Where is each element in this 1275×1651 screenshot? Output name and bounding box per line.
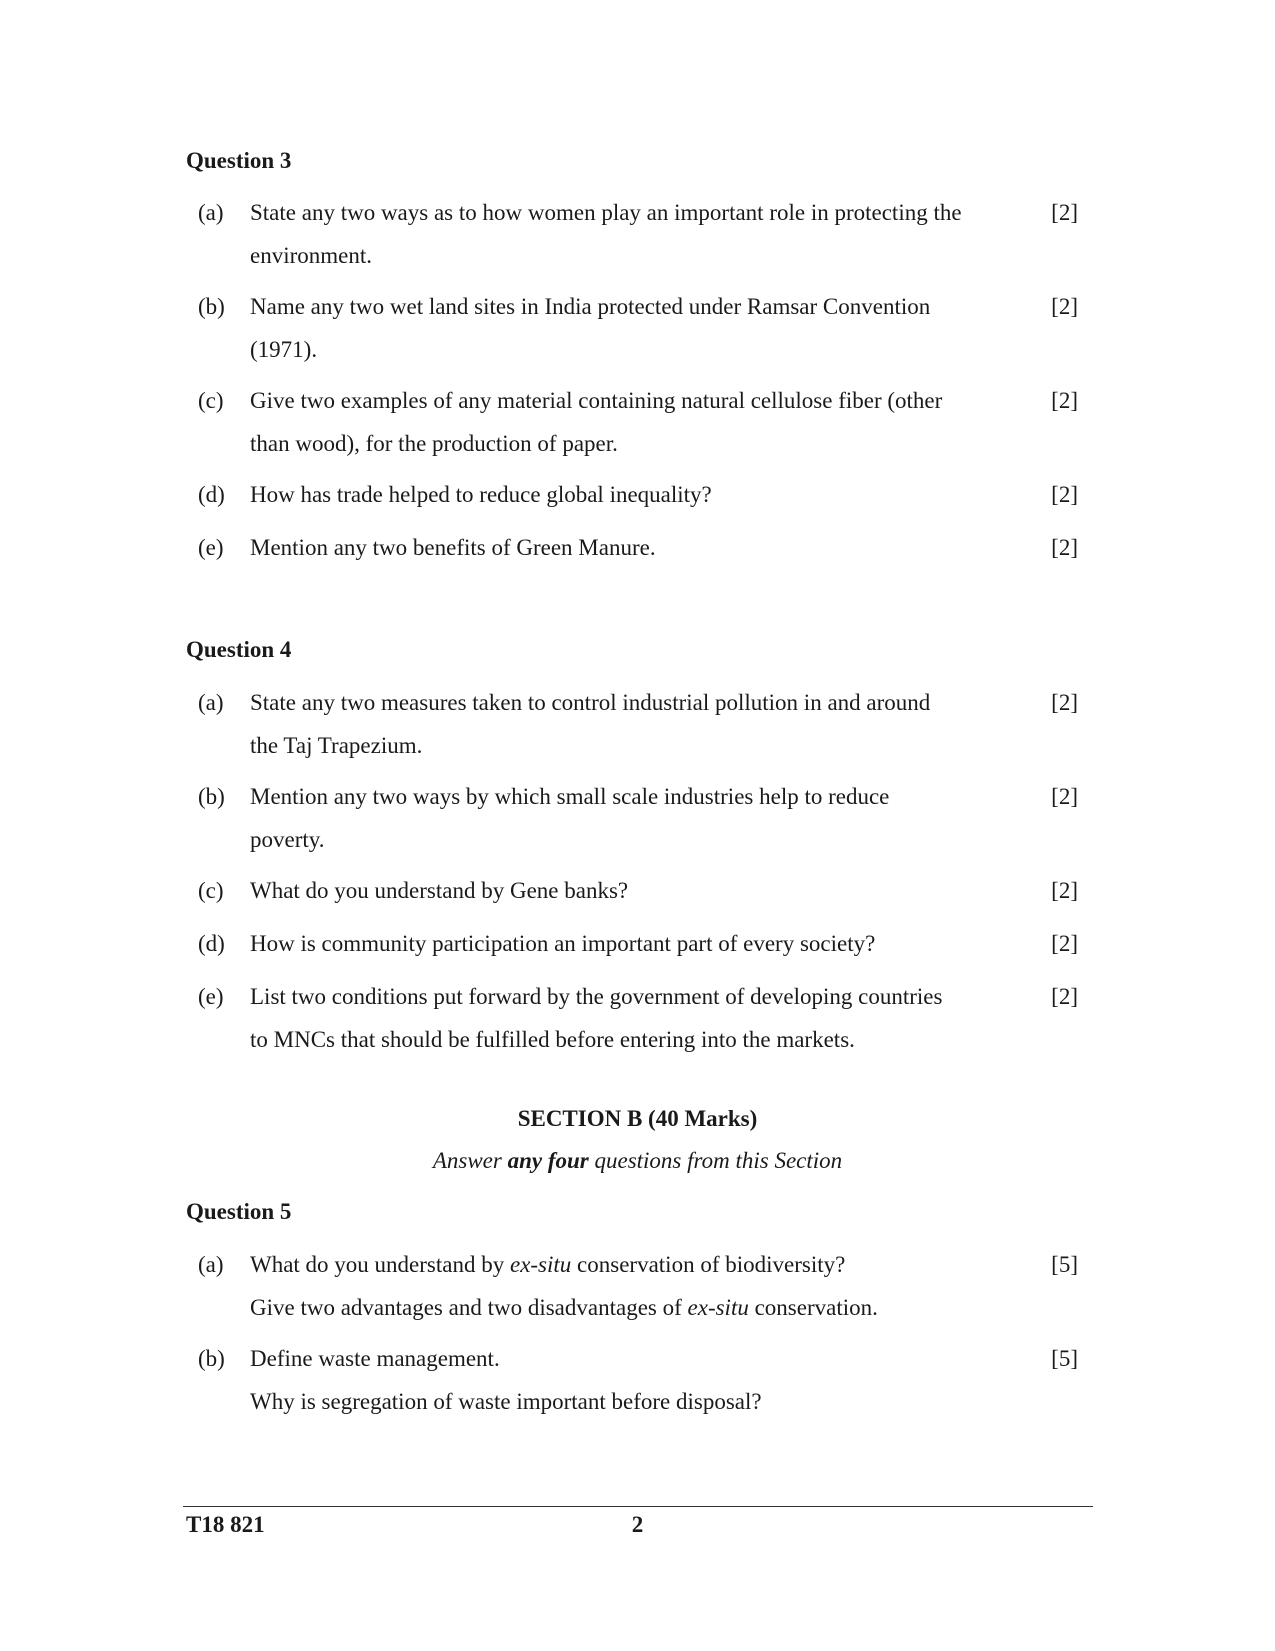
marks: [2] — [1051, 931, 1078, 956]
instruction-text: questions from this Section — [588, 1148, 843, 1173]
item-label: (b) — [198, 294, 225, 319]
text-segment: conservation. — [748, 1295, 878, 1320]
item-text — [250, 379, 1016, 465]
text-line: to MNCs that should be fulfilled before entering into the markets. — [250, 1027, 855, 1052]
text-line: poverty. — [250, 827, 325, 852]
text-line: State any two ways as to how women play an important role in protecting the — [250, 200, 962, 225]
text-line: Define waste management. — [250, 1346, 500, 1371]
marks: [2] — [1051, 294, 1078, 319]
text-line — [250, 1286, 1016, 1329]
text-line: (1971). — [250, 337, 318, 362]
item-text — [250, 681, 1016, 767]
marks: [5] — [1051, 1346, 1078, 1371]
marks: [2] — [1051, 690, 1078, 715]
marks: [2] — [1051, 388, 1078, 413]
item-label: (b) — [198, 1346, 225, 1371]
text-line: Mention any two benefits of Green Manure. — [250, 535, 656, 560]
instruction-text: Answer — [432, 1148, 508, 1173]
item-text — [250, 869, 1016, 912]
text-line: How is community participation an important part of every society? — [250, 931, 876, 956]
text-segment: Give two advantages and two disadvantages of — [250, 1295, 688, 1320]
item-text — [250, 526, 1016, 569]
item-text — [250, 775, 1016, 861]
item-text — [250, 922, 1016, 965]
text-segment: What do you understand by — [250, 1252, 510, 1277]
marks: [5] — [1051, 1252, 1078, 1277]
question-5-heading: Question 5 — [186, 1199, 292, 1224]
item-label: (a) — [198, 690, 224, 715]
item-label: (d) — [198, 931, 225, 956]
text-line: than wood), for the production of paper. — [250, 431, 618, 456]
question-4-heading: Question 4 — [186, 637, 292, 662]
item-label: (b) — [198, 784, 225, 809]
item-label: (d) — [198, 482, 225, 507]
text-line: Mention any two ways by which small scale industries help to reduce — [250, 784, 890, 809]
item-label: (a) — [198, 200, 224, 225]
instruction-emphasis: any four — [507, 1148, 589, 1173]
text-line: What do you understand by Gene banks? — [250, 878, 629, 903]
text-line: Why is segregation of waste important before disposal? — [250, 1389, 762, 1414]
text-line: Give two examples of any material containing natural cellulose fiber (other — [250, 388, 943, 413]
section-b-instruction — [0, 1148, 1275, 1174]
marks: [2] — [1051, 482, 1078, 507]
italic-term: ex-situ — [509, 1252, 572, 1277]
text-line: Name any two wet land sites in India protected under Ramsar Convention — [250, 294, 931, 319]
item-label: (e) — [198, 984, 224, 1009]
item-label: (e) — [198, 535, 224, 560]
text-line: List two conditions put forward by the government of developing countries — [250, 984, 943, 1009]
italic-term: ex-situ — [687, 1295, 749, 1320]
item-text — [250, 1337, 1016, 1423]
text-line: State any two measures taken to control industrial pollution in and around — [250, 690, 931, 715]
item-label: (c) — [198, 878, 224, 903]
page-number: 2 — [631, 1512, 644, 1537]
text-line: the Taj Trapezium. — [250, 733, 423, 758]
marks: [2] — [1051, 984, 1078, 1009]
section-b-heading: SECTION B (40 Marks) — [517, 1106, 758, 1131]
item-text — [250, 191, 1016, 277]
marks: [2] — [1051, 878, 1078, 903]
item-label: (c) — [198, 388, 224, 413]
text-line: environment. — [250, 243, 372, 268]
footer-rule — [183, 1506, 1093, 1507]
text-line — [250, 1243, 1016, 1286]
marks: [2] — [1051, 535, 1078, 560]
text-line: How has trade helped to reduce global inequality? — [250, 482, 712, 507]
item-label: (a) — [198, 1252, 224, 1277]
item-text — [250, 1243, 1016, 1329]
text-segment: conservation of biodiversity? — [571, 1252, 846, 1277]
question-3-heading: Question 3 — [186, 148, 292, 173]
marks: [2] — [1051, 200, 1078, 225]
item-text — [250, 285, 1016, 371]
marks: [2] — [1051, 784, 1078, 809]
item-text — [250, 473, 1016, 516]
paper-code: T18 821 — [186, 1512, 265, 1537]
item-text — [250, 975, 1016, 1061]
